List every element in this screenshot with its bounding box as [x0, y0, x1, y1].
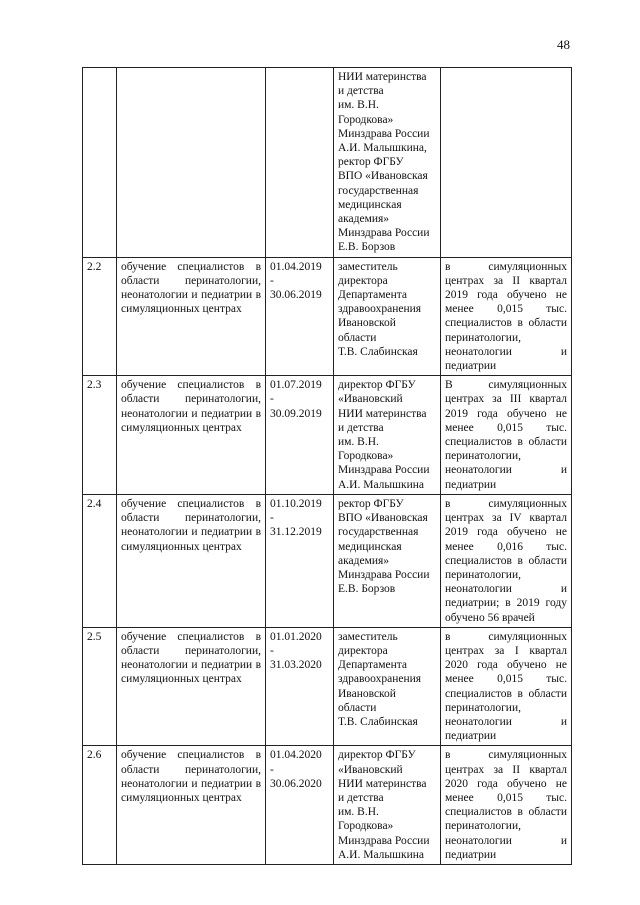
activity-name — [117, 68, 266, 258]
date-range — [266, 68, 334, 258]
date-sep: - — [270, 644, 274, 657]
responsible-line: НИИ материнства — [338, 777, 427, 790]
responsible-line: области — [338, 331, 377, 344]
date-end: 30.06.2020 — [270, 777, 322, 790]
table-row — [83, 494, 572, 627]
responsible-line: Минздрава России — [338, 127, 430, 140]
table-row — [83, 627, 572, 746]
responsible-line: ректор ФГБУ — [338, 156, 404, 169]
responsible-line: Е.В. Борзов — [338, 241, 396, 254]
responsible-line: Т.В. Слабинская — [338, 345, 418, 358]
responsible-line: А.И. Малышкина — [338, 848, 424, 861]
date-start: 01.07.2019 — [270, 379, 322, 392]
activity-name: обучение специалистов в области перинатологии, неонатологии и педиатрии в симуляционных центрах — [117, 494, 266, 627]
responsible-line: Департамента — [338, 659, 408, 672]
responsible-line: Минздрава России — [338, 464, 430, 477]
responsible-line: области — [338, 701, 377, 714]
responsible-line: Ивановской — [338, 317, 396, 330]
table-row — [83, 257, 572, 376]
expected-result: в симуляционных центрах за II квартал 2020 года обучено не менее 0,015 тыс. специалистов в области перинатологии, неонатологии и педиатрии — [441, 746, 572, 865]
date-sep: - — [270, 274, 274, 287]
activity-name: обучение специалистов в области перинатологии, неонатологии и педиатрии в симуляционных центрах — [117, 627, 266, 746]
responsible-line: А.И. Малышкина — [338, 478, 424, 491]
date-range — [266, 494, 334, 627]
responsible-person — [334, 376, 441, 495]
row-number: 2.6 — [83, 746, 117, 865]
page-number: 48 — [557, 37, 570, 52]
expected-result: в симуляционных центрах за IV квартал 2019 года обучено не менее 0,016 тыс. специалистов в области перинатологии, неонатологии и педиатрии; в 2019 году обучено 56 врачей — [441, 494, 572, 627]
responsible-line: Минздрава России — [338, 834, 430, 847]
responsible-line: здравоохранения — [338, 673, 422, 686]
responsible-line: и детства — [338, 791, 384, 804]
responsible-line: заместитель — [338, 260, 398, 273]
responsible-person — [334, 68, 441, 258]
responsible-line: НИИ материнства — [338, 71, 427, 83]
responsible-person — [334, 257, 441, 376]
row-number: 2.4 — [83, 494, 117, 627]
activities-table — [82, 67, 572, 865]
responsible-line: им. В.Н. — [338, 436, 379, 449]
responsible-line: ВПО «Ивановская — [338, 170, 428, 183]
expected-result — [441, 68, 572, 258]
responsible-line: Е.В. Борзов — [338, 583, 396, 596]
table-row — [83, 68, 572, 258]
date-sep: - — [270, 512, 274, 525]
responsible-line: им. В.Н. — [338, 99, 379, 112]
responsible-person — [334, 494, 441, 627]
table-body — [83, 68, 572, 865]
activity-name: обучение специалистов в области перинатологии, неонатологии и педиатрии в симуляционных центрах — [117, 376, 266, 495]
responsible-line: Департамента — [338, 289, 408, 302]
responsible-line: медицинская — [338, 540, 402, 553]
responsible-line: Городкова» — [338, 450, 394, 463]
date-end: 30.09.2019 — [270, 407, 322, 420]
responsible-line: директор ФГБУ — [338, 379, 416, 392]
date-sep: - — [270, 393, 274, 406]
activity-name: обучение специалистов в области перинатологии, неонатологии и педиатрии в симуляционных центрах — [117, 746, 266, 865]
date-range — [266, 627, 334, 746]
activity-name: обучение специалистов в области перинатологии, неонатологии и педиатрии в симуляционных центрах — [117, 257, 266, 376]
responsible-line: государственная — [338, 184, 419, 197]
date-end: 30.06.2019 — [270, 289, 322, 302]
row-number — [83, 68, 117, 258]
date-end: 31.03.2020 — [270, 659, 322, 672]
responsible-line: и детства — [338, 85, 384, 98]
responsible-line: медицинская — [338, 198, 402, 211]
date-end: 31.12.2019 — [270, 526, 322, 539]
expected-result: В симуляционных центрах за III квартал 2019 года обучено не менее 0,015 тыс. специалистов в области перинатологии, неонатологии и педиатрии — [441, 376, 572, 495]
date-range — [266, 257, 334, 376]
responsible-line: государственная — [338, 526, 419, 539]
table-row — [83, 376, 572, 495]
date-start: 01.04.2019 — [270, 260, 322, 273]
responsible-line: ВПО «Ивановская — [338, 512, 428, 525]
responsible-line: НИИ материнства — [338, 407, 427, 420]
expected-result: в симуляционных центрах за II квартал 2019 года обучено не менее 0,015 тыс. специалистов в области перинатологии, неонатологии и педиатрии — [441, 257, 572, 376]
responsible-line: «Ивановский — [338, 763, 403, 776]
responsible-line: директора — [338, 644, 388, 657]
responsible-line: Ивановской — [338, 687, 396, 700]
row-number: 2.5 — [83, 627, 117, 746]
responsible-person — [334, 627, 441, 746]
date-range — [266, 376, 334, 495]
responsible-line: Т.В. Слабинская — [338, 715, 418, 728]
responsible-line: им. В.Н. — [338, 806, 379, 819]
responsible-line: Минздрава России — [338, 568, 430, 581]
responsible-line: директор ФГБУ — [338, 749, 416, 762]
responsible-line: «Ивановский — [338, 393, 403, 406]
responsible-line: и детства — [338, 421, 384, 434]
date-start: 01.01.2020 — [270, 630, 322, 643]
date-start: 01.04.2020 — [270, 749, 322, 762]
date-start: 01.10.2019 — [270, 497, 322, 510]
responsible-line: академия» — [338, 554, 390, 567]
responsible-line: здравоохранения — [338, 303, 422, 316]
responsible-line: ректор ФГБУ — [338, 497, 404, 510]
expected-result: в симуляционных центрах за I квартал 2020 года обучено не менее 0,015 тыс. специалистов в области перинатологии, неонатологии и педиатрии — [441, 627, 572, 746]
row-number: 2.2 — [83, 257, 117, 376]
responsible-line: Городкова» — [338, 113, 394, 126]
date-range — [266, 746, 334, 865]
responsible-person — [334, 746, 441, 865]
responsible-line: академия» — [338, 213, 390, 226]
date-sep: - — [270, 763, 274, 776]
responsible-line: Городкова» — [338, 820, 394, 833]
responsible-line: Минздрава России — [338, 227, 430, 240]
responsible-line: заместитель — [338, 630, 398, 643]
row-number: 2.3 — [83, 376, 117, 495]
responsible-line: директора — [338, 274, 388, 287]
table-row — [83, 746, 572, 865]
responsible-line: А.И. Малышкина, — [338, 142, 427, 155]
